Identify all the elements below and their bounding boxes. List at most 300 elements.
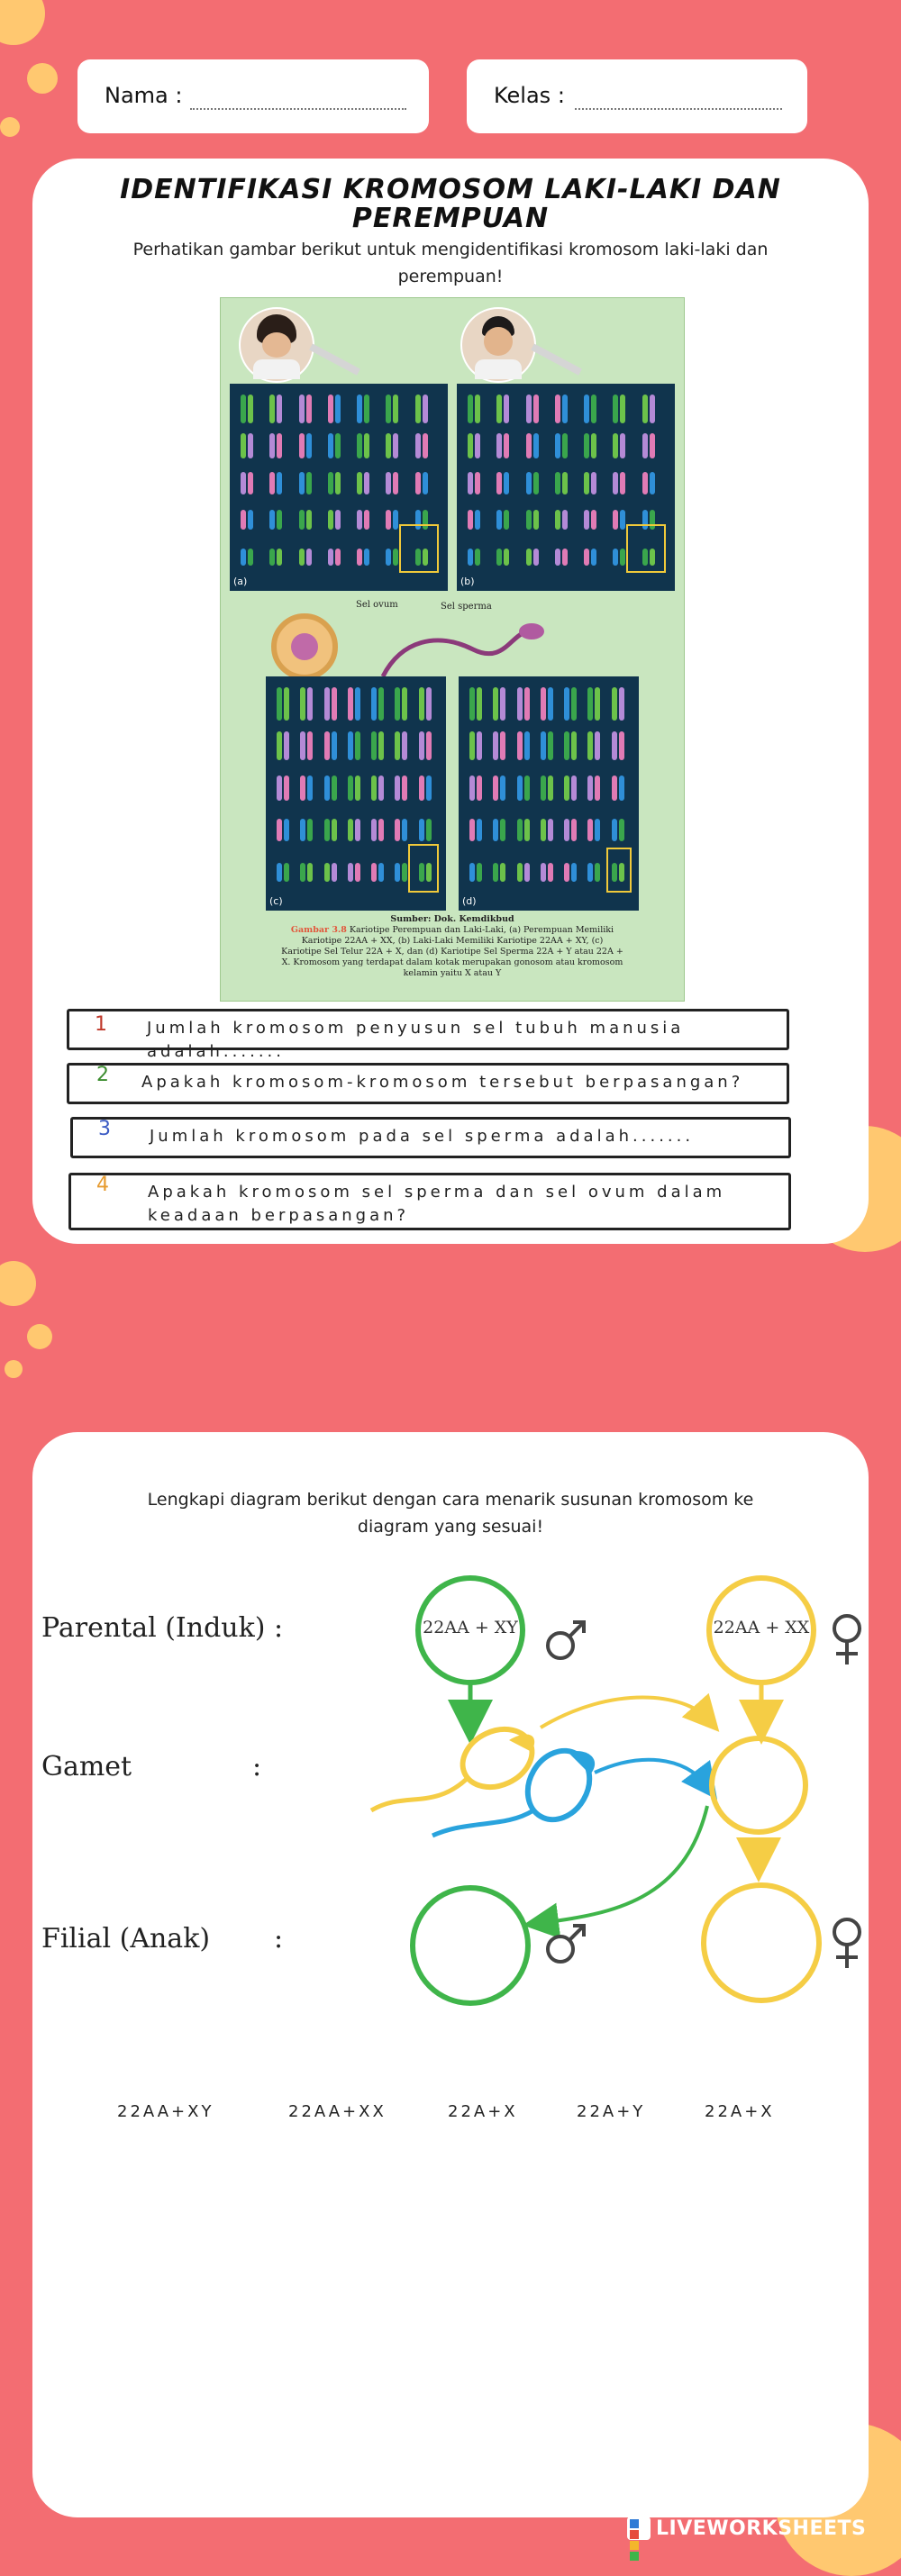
chromosome-glyph — [468, 549, 473, 565]
chromosome-glyph — [493, 776, 498, 802]
chromosome-glyph — [541, 863, 546, 882]
chromosome-glyph — [493, 819, 498, 841]
chromosome-glyph — [357, 395, 362, 423]
chromosome-glyph — [386, 549, 391, 565]
nama-box — [77, 59, 429, 133]
question-3-text: Jumlah kromosom pada sel sperma adalah....... — [150, 1127, 695, 1146]
chromosome-glyph — [533, 510, 539, 530]
chromosome-glyph — [419, 819, 424, 841]
chromosome-glyph — [324, 776, 330, 802]
caption-line5: kelamin yaitu X atau Y — [403, 968, 502, 978]
nama-input[interactable] — [190, 108, 406, 110]
chromosome-glyph — [277, 472, 282, 494]
label-d: (d) — [462, 895, 477, 907]
chromosome-glyph — [571, 687, 577, 721]
chromosome-glyph — [307, 819, 313, 841]
label-parental: Parental (Induk) : — [41, 1612, 284, 1644]
chromosome-glyph — [335, 549, 341, 565]
chromosome-glyph — [248, 510, 253, 530]
chromosome-glyph — [500, 776, 505, 802]
chromosome-glyph — [277, 819, 282, 841]
chromosome-glyph — [650, 472, 655, 494]
section1-title-line1: IDENTIFIKASI KROMOSOM LAKI-LAKI DAN — [120, 174, 781, 205]
decor-blob-top-left — [0, 0, 45, 45]
option-22aa-xx[interactable]: 22AA+XX — [288, 2102, 387, 2121]
chromosome-glyph — [564, 863, 569, 882]
chromosome-glyph — [496, 549, 502, 565]
chromosome-glyph — [241, 549, 246, 565]
caption-bold: Gambar 3.8 — [290, 925, 347, 935]
chromosome-glyph — [548, 776, 553, 802]
chromosome-glyph — [620, 472, 625, 494]
sperm-yellow-icon — [371, 1719, 542, 1810]
chromosome-glyph — [364, 510, 369, 530]
chromosome-glyph — [595, 731, 600, 761]
chromosome-glyph — [402, 863, 407, 882]
chromosome-glyph — [571, 863, 577, 882]
chromosome-glyph — [650, 433, 655, 459]
chromosome-glyph — [619, 687, 624, 721]
chromosome-glyph — [324, 731, 330, 761]
chromosome-glyph — [584, 472, 589, 494]
chromosome-glyph — [469, 819, 475, 841]
question-4[interactable] — [68, 1173, 791, 1230]
chromosome-glyph — [517, 863, 523, 882]
figure-source: Sumber: Dok. Kemdikbud — [390, 914, 514, 924]
chromosome-glyph — [587, 731, 593, 761]
chromosome-glyph — [620, 510, 625, 530]
chromosome-glyph — [348, 687, 353, 721]
karyotype-panel-a — [230, 384, 448, 591]
chromosome-glyph — [587, 819, 593, 841]
chromosome-glyph — [469, 863, 475, 882]
chromosome-glyph — [526, 433, 532, 459]
question-2-number: 2 — [96, 1064, 109, 1086]
chromosome-glyph — [423, 433, 428, 459]
chromosome-glyph — [564, 731, 569, 761]
decor-blob-mid-left — [0, 1261, 36, 1306]
chromosome-glyph — [355, 687, 360, 721]
chromosome-glyph — [526, 472, 532, 494]
chromosome-glyph — [300, 687, 305, 721]
chromosome-glyph — [300, 863, 305, 882]
chromosome-glyph — [524, 776, 530, 802]
chromosome-glyph — [378, 731, 384, 761]
chromosome-glyph — [335, 472, 341, 494]
chromosome-glyph — [477, 819, 482, 841]
chromosome-glyph — [619, 819, 624, 841]
chromosome-glyph — [284, 819, 289, 841]
decor-blob-mid-left-3 — [5, 1360, 23, 1378]
chromosome-glyph — [324, 863, 330, 882]
caption-line3: Kariotipe Sel Telur 22A + X, dan (d) Kariotipe Sel Sperma 22A + Y atau 22A + — [281, 947, 623, 957]
chromosome-glyph — [595, 687, 600, 721]
chromosome-glyph — [269, 549, 275, 565]
chromosome-glyph — [571, 776, 577, 802]
chromosome-glyph — [562, 433, 568, 459]
chromosome-glyph — [526, 549, 532, 565]
chromosome-glyph — [328, 472, 333, 494]
chromosome-glyph — [284, 687, 289, 721]
chromosome-glyph — [277, 731, 282, 761]
sperm-illustration — [365, 613, 545, 685]
chromosome-glyph — [564, 819, 569, 841]
chromosome-glyph — [357, 549, 362, 565]
kelas-input[interactable] — [575, 108, 782, 110]
chromosome-glyph — [591, 549, 596, 565]
chromosome-glyph — [241, 395, 246, 423]
chromosome-glyph — [555, 549, 560, 565]
chromosome-glyph — [587, 863, 593, 882]
chromosome-glyph — [306, 510, 312, 530]
chromosome-glyph — [284, 776, 289, 802]
option-22a-x-1[interactable]: 22A+X — [448, 2102, 518, 2121]
chromosome-glyph — [469, 731, 475, 761]
chromosome-glyph — [423, 472, 428, 494]
chromosome-glyph — [517, 776, 523, 802]
chromosome-glyph — [277, 687, 282, 721]
chromosome-glyph — [269, 510, 275, 530]
chromosome-glyph — [371, 863, 377, 882]
chromosome-glyph — [402, 819, 407, 841]
chromosome-glyph — [619, 776, 624, 802]
chromosome-glyph — [378, 687, 384, 721]
male-symbol-offspring-icon — [548, 1926, 584, 1962]
chromosome-glyph — [335, 510, 341, 530]
chromosome-glyph — [642, 472, 648, 494]
chromosome-glyph — [371, 731, 377, 761]
chromosome-glyph — [541, 776, 546, 802]
chromosome-glyph — [475, 549, 480, 565]
chromosome-glyph — [332, 687, 337, 721]
chromosome-glyph — [357, 433, 362, 459]
section1-instruction-line2: perempuan! — [397, 267, 504, 286]
chromosome-glyph — [619, 731, 624, 761]
label-filial-colon: : — [274, 1923, 284, 1955]
chromosome-glyph — [307, 863, 313, 882]
chromosome-glyph — [300, 776, 305, 802]
chromosome-glyph — [504, 395, 509, 423]
female-offspring-circle — [704, 1885, 819, 2000]
chromosome-glyph — [241, 510, 246, 530]
chromosome-glyph — [469, 687, 475, 721]
chromosome-glyph — [241, 433, 246, 459]
chromosome-glyph — [277, 863, 282, 882]
chromosome-glyph — [395, 776, 400, 802]
label-gamet-colon: : — [252, 1751, 262, 1782]
chromosome-glyph — [555, 395, 560, 423]
chromosome-glyph — [335, 395, 341, 423]
male-parent-karyotype: 22AA + XY — [423, 1618, 518, 1637]
chromosome-glyph — [306, 433, 312, 459]
chromosome-glyph — [541, 819, 546, 841]
chromosome-glyph — [386, 510, 391, 530]
chromosome-glyph — [642, 395, 648, 423]
chromosome-glyph — [555, 510, 560, 530]
chromosome-glyph — [332, 731, 337, 761]
chromosome-glyph — [402, 731, 407, 761]
section1-title-line2: PEREMPUAN — [351, 203, 550, 234]
chromosome-glyph — [328, 395, 333, 423]
chromosome-glyph — [612, 819, 617, 841]
chromosome-glyph — [548, 819, 553, 841]
chromosome-glyph — [562, 510, 568, 530]
chromosome-glyph — [564, 687, 569, 721]
chromosome-glyph — [248, 472, 253, 494]
chromosome-glyph — [475, 510, 480, 530]
chromosome-glyph — [541, 687, 546, 721]
chromosome-glyph — [524, 687, 530, 721]
chromosome-glyph — [620, 395, 625, 423]
liveworksheets-logo[interactable] — [627, 2515, 866, 2542]
chromosome-glyph — [612, 687, 617, 721]
chromosome-glyph — [355, 776, 360, 802]
chromosome-glyph — [332, 776, 337, 802]
kelas-label: Kelas : — [494, 83, 565, 108]
chromosome-glyph — [277, 433, 282, 459]
chromosome-glyph — [469, 776, 475, 802]
chromosome-glyph — [517, 687, 523, 721]
chromosome-glyph — [269, 433, 275, 459]
chromosome-glyph — [248, 549, 253, 565]
chromosome-glyph — [591, 395, 596, 423]
chromosome-glyph — [402, 687, 407, 721]
chromosome-glyph — [378, 819, 384, 841]
chromosome-glyph — [504, 472, 509, 494]
chromosome-glyph — [477, 687, 482, 721]
chromosome-glyph — [526, 395, 532, 423]
label-gamet: Gamet — [41, 1751, 132, 1782]
question-3-number: 3 — [98, 1118, 111, 1140]
option-22a-y[interactable]: 22A+Y — [577, 2102, 646, 2121]
question-3[interactable] — [70, 1117, 791, 1158]
chromosome-glyph — [357, 510, 362, 530]
chromosome-glyph — [468, 510, 473, 530]
chromosome-glyph — [248, 395, 253, 423]
section2-instruction-line1: Lengkapi diagram berikut dengan cara menarik susunan kromosom ke — [147, 1490, 754, 1510]
chromosome-glyph — [613, 433, 618, 459]
chromosome-glyph — [364, 395, 369, 423]
section2-instruction-line2: diagram yang sesuai! — [357, 1517, 544, 1537]
ovum-illustration — [271, 613, 338, 680]
chromosome-glyph — [393, 510, 398, 530]
chromosome-glyph — [415, 433, 421, 459]
chromosome-glyph — [328, 549, 333, 565]
question-1[interactable] — [67, 1009, 789, 1061]
caption-line4: X. Kromosom yang terdapat dalam kotak merupakan gonosom atau kromosom — [281, 957, 623, 967]
chromosome-glyph — [591, 433, 596, 459]
question-2[interactable] — [67, 1063, 789, 1104]
chromosome-glyph — [650, 395, 655, 423]
chromosome-glyph — [277, 549, 282, 565]
chromosome-glyph — [248, 433, 253, 459]
chromosome-glyph — [306, 472, 312, 494]
chromosome-glyph — [284, 863, 289, 882]
section1-instruction-line1: Perhatikan gambar berikut untuk mengidentifikasi kromosom laki-laki dan — [132, 240, 769, 259]
chromosome-glyph — [613, 549, 618, 565]
chromosome-glyph — [426, 776, 432, 802]
chromosome-glyph — [584, 433, 589, 459]
chromosome-glyph — [533, 549, 539, 565]
chromosome-glyph — [584, 549, 589, 565]
chromosome-glyph — [299, 472, 305, 494]
chromosome-glyph — [364, 549, 369, 565]
chromosome-glyph — [500, 687, 505, 721]
chromosome-glyph — [591, 510, 596, 530]
chromosome-glyph — [241, 472, 246, 494]
kelas-box — [467, 59, 807, 133]
chromosome-glyph — [493, 687, 498, 721]
chromosome-glyph — [475, 395, 480, 423]
chromosome-glyph — [386, 395, 391, 423]
chromosome-glyph — [355, 863, 360, 882]
chromosome-glyph — [613, 395, 618, 423]
label-sel-sperma: Sel sperma — [441, 602, 492, 612]
chromosome-glyph — [475, 433, 480, 459]
figure-caption — [239, 914, 666, 979]
chromosome-glyph — [378, 863, 384, 882]
chromosome-glyph — [533, 433, 539, 459]
label-a: (a) — [233, 576, 248, 587]
chromosome-glyph — [426, 687, 432, 721]
chromosome-glyph — [517, 819, 523, 841]
decor-blob-mid-left-2 — [27, 1324, 52, 1349]
chromosome-glyph — [328, 433, 333, 459]
chromosome-glyph — [584, 395, 589, 423]
chromosome-glyph — [355, 819, 360, 841]
chromosome-glyph — [332, 819, 337, 841]
chromosome-glyph — [524, 819, 530, 841]
chromosome-glyph — [496, 395, 502, 423]
chromosome-glyph — [548, 863, 553, 882]
karyotype-panel-d — [459, 676, 639, 911]
chromosome-glyph — [300, 731, 305, 761]
chromosome-glyph — [562, 472, 568, 494]
karyotype-figure — [220, 297, 685, 1002]
chromosome-glyph — [475, 472, 480, 494]
chromosome-glyph — [612, 731, 617, 761]
chromosome-glyph — [324, 819, 330, 841]
chromosome-glyph — [595, 819, 600, 841]
chromosome-glyph — [348, 731, 353, 761]
female-photo — [239, 307, 314, 383]
chromosome-glyph — [468, 433, 473, 459]
label-c: (c) — [269, 895, 283, 907]
chromosome-glyph — [402, 776, 407, 802]
chromosome-glyph — [555, 433, 560, 459]
chromosome-glyph — [595, 863, 600, 882]
chromosome-glyph — [496, 433, 502, 459]
chromosome-glyph — [395, 731, 400, 761]
chromosome-glyph — [500, 863, 505, 882]
caption-line2: Kariotipe 22AA + XX, (b) Laki-Laki Memiliki Kariotipe 22AA + XY, (c) — [301, 936, 604, 946]
label-sel-ovum: Sel ovum — [356, 600, 398, 610]
chromosome-glyph — [348, 863, 353, 882]
chromosome-glyph — [587, 687, 593, 721]
chromosome-glyph — [613, 510, 618, 530]
chromosome-glyph — [393, 472, 398, 494]
chromosome-glyph — [477, 776, 482, 802]
female-gamete-circle — [712, 1738, 805, 1832]
female-parent-karyotype: 22AA + XX — [713, 1618, 810, 1637]
decor-blob-top-left-2 — [27, 63, 58, 94]
option-22a-x-2[interactable]: 22A+X — [705, 2102, 775, 2121]
chromosome-glyph — [468, 395, 473, 423]
chromosome-glyph — [364, 433, 369, 459]
chromosome-glyph — [524, 731, 530, 761]
chromosome-glyph — [299, 433, 305, 459]
chromosome-glyph — [587, 776, 593, 802]
chromosome-glyph — [468, 472, 473, 494]
chromosome-glyph — [299, 549, 305, 565]
chromosome-glyph — [324, 687, 330, 721]
chromosome-glyph — [562, 549, 568, 565]
question-4-text: Apakah kromosom sel sperma dan sel ovum dalam keadaan berpasangan? — [148, 1183, 726, 1225]
chromosome-glyph — [386, 472, 391, 494]
chromosome-glyph — [595, 776, 600, 802]
chromosome-glyph — [277, 776, 282, 802]
chromosome-glyph — [426, 819, 432, 841]
chromosome-glyph — [496, 510, 502, 530]
chromosome-glyph — [500, 731, 505, 761]
chromosome-glyph — [328, 510, 333, 530]
chromosome-glyph — [493, 863, 498, 882]
male-photo — [460, 307, 536, 383]
chromosome-glyph — [348, 776, 353, 802]
chromosome-glyph — [307, 687, 313, 721]
chromosome-glyph — [348, 819, 353, 841]
nama-label: Nama : — [105, 83, 183, 108]
question-2-text: Apakah kromosom-kromosom tersebut berpasangan? — [141, 1073, 744, 1092]
chromosome-glyph — [378, 776, 384, 802]
chromosome-glyph — [517, 731, 523, 761]
chromosome-glyph — [504, 549, 509, 565]
male-offspring-circle — [413, 1888, 528, 2003]
label-b: (b) — [460, 576, 475, 587]
chromosome-glyph — [284, 731, 289, 761]
chromosome-glyph — [371, 776, 377, 802]
option-22aa-xy[interactable]: 22AA+XY — [117, 2102, 214, 2121]
chromosome-glyph — [504, 510, 509, 530]
chromosome-glyph — [571, 731, 577, 761]
question-1-number: 1 — [95, 1013, 107, 1036]
chromosome-glyph — [541, 731, 546, 761]
chromosome-glyph — [548, 731, 553, 761]
chromosome-glyph — [269, 395, 275, 423]
chromosome-glyph — [371, 687, 377, 721]
chromosome-glyph — [393, 395, 398, 423]
chromosome-glyph — [364, 472, 369, 494]
question-1-text: Jumlah kromosom penyusun sel tubuh manusia adalah....... — [147, 1019, 685, 1061]
question-4-number: 4 — [96, 1174, 109, 1196]
chromosome-glyph — [533, 395, 539, 423]
label-filial: Filial (Anak) — [41, 1923, 211, 1955]
chromosome-glyph — [620, 549, 625, 565]
chromosome-glyph — [613, 472, 618, 494]
chromosome-glyph — [524, 863, 530, 882]
chromosome-glyph — [307, 776, 313, 802]
chromosome-glyph — [620, 433, 625, 459]
chromosome-glyph — [335, 433, 341, 459]
chromosome-glyph — [306, 549, 312, 565]
decor-blob-top-left-3 — [0, 117, 20, 137]
chromosome-glyph — [371, 819, 377, 841]
chromosome-glyph — [415, 395, 421, 423]
male-symbol-icon — [548, 1622, 584, 1658]
chromosome-glyph — [395, 863, 400, 882]
liveworksheets-icon — [627, 2517, 651, 2540]
chromosome-glyph — [477, 731, 482, 761]
